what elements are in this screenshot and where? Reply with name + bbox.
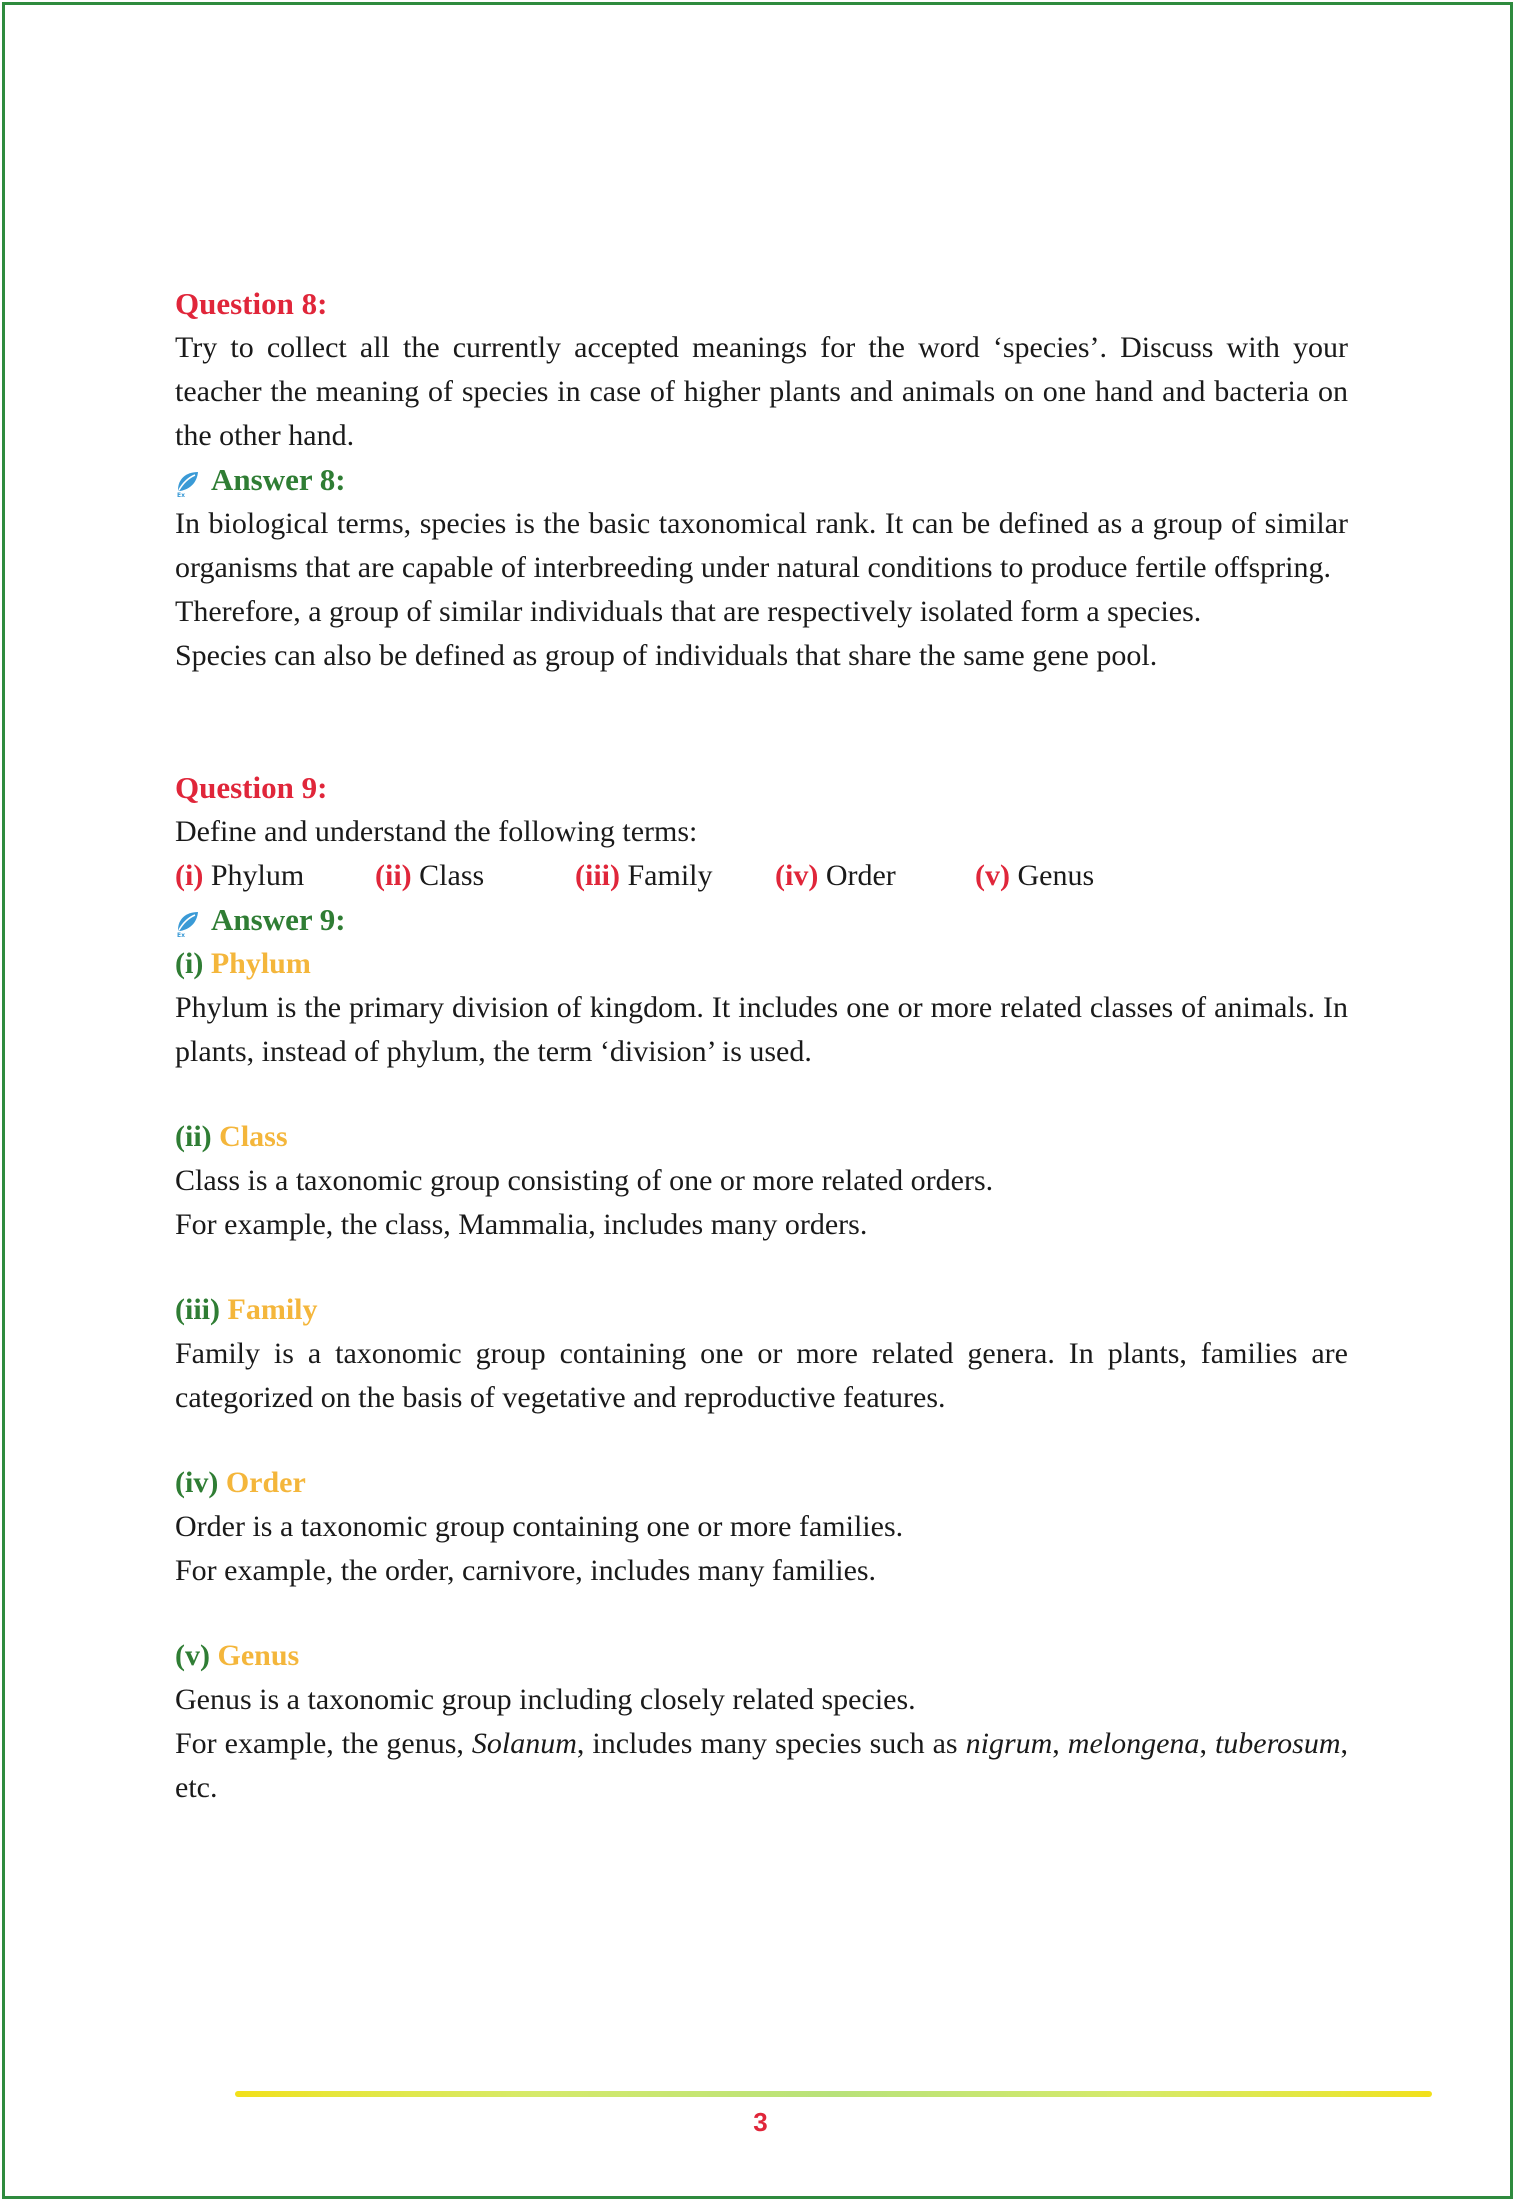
- leaf-logo-icon: [175, 906, 201, 938]
- genus-text-2: For example, the genus, Solanum, includes many species such as nigrum, melongena, tuberosum, etc.: [175, 1727, 1348, 1804]
- phylum-text: Phylum is the primary division of kingdom. It includes one or more related classes of animals. In plants, instead of phylum, the term ‘division’ is used.: [175, 991, 1348, 1068]
- phylum-heading: (i) Phylum: [175, 947, 311, 980]
- question-9-text: Define and understand the following terms:: [175, 815, 698, 848]
- genus-text-1: Genus is a taxonomic group including closely related species.: [175, 1683, 916, 1716]
- answer-8-paragraph-1: In biological terms, species is the basic taxonomical rank. It can be defined as a group of similar organisms that are capable of interbreeding under natural conditions to produce fertile offspring.: [175, 507, 1348, 584]
- term-item: (iv) Order: [775, 859, 896, 892]
- leaf-logo-icon: [175, 466, 201, 498]
- answer-9-heading: [175, 898, 1348, 942]
- term-item: (i) Phylum: [175, 859, 305, 892]
- term-item: (iii) Family: [575, 859, 713, 892]
- family-heading: (iii) Family: [175, 1293, 318, 1326]
- class-text-2: For example, the class, Mammalia, includes many orders.: [175, 1208, 868, 1241]
- genus-heading: (v) Genus: [175, 1639, 300, 1672]
- class-heading: (ii) Class: [175, 1120, 288, 1153]
- answer-8-paragraph-3: Species can also be defined as group of individuals that share the same gene pool.: [175, 639, 1158, 672]
- order-text-2: For example, the order, carnivore, includes many families.: [175, 1554, 877, 1587]
- question-8-text: Try to collect all the currently accepted meanings for the word ‘species’. Discuss with your teacher the meaning of species in case of higher plants and animals on one hand and bacteria on the other hand.: [175, 331, 1348, 452]
- term-item: (v) Genus: [975, 859, 1095, 892]
- question-9-heading: Question 9:: [175, 770, 328, 805]
- term-item: (ii) Class: [375, 859, 485, 892]
- order-heading: (iv) Order: [175, 1466, 306, 1499]
- page-number: 3: [753, 2107, 768, 2137]
- page-content: [175, 282, 1348, 1810]
- class-text-1: Class is a taxonomic group consisting of one or more related orders.: [175, 1164, 994, 1197]
- answer-8-paragraph-2: Therefore, a group of similar individuals that are respectively isolated form a species.: [175, 595, 1202, 628]
- family-text: Family is a taxonomic group containing one or more related genera. In plants, families are categorized on the basis of vegetative and reproductive features.: [175, 1337, 1348, 1414]
- footer-divider: [235, 2091, 1432, 2097]
- answer-8-label: Answer 8:: [211, 462, 346, 497]
- answer-9-label: Answer 9:: [211, 902, 346, 937]
- question-8-heading: Question 8:: [175, 286, 328, 321]
- answer-8-heading: [175, 458, 1348, 502]
- order-text-1: Order is a taxonomic group containing one or more families.: [175, 1510, 904, 1543]
- term-list: [175, 854, 1348, 898]
- svg-text:Ex: Ex: [177, 932, 185, 938]
- svg-text:Ex: Ex: [177, 492, 185, 498]
